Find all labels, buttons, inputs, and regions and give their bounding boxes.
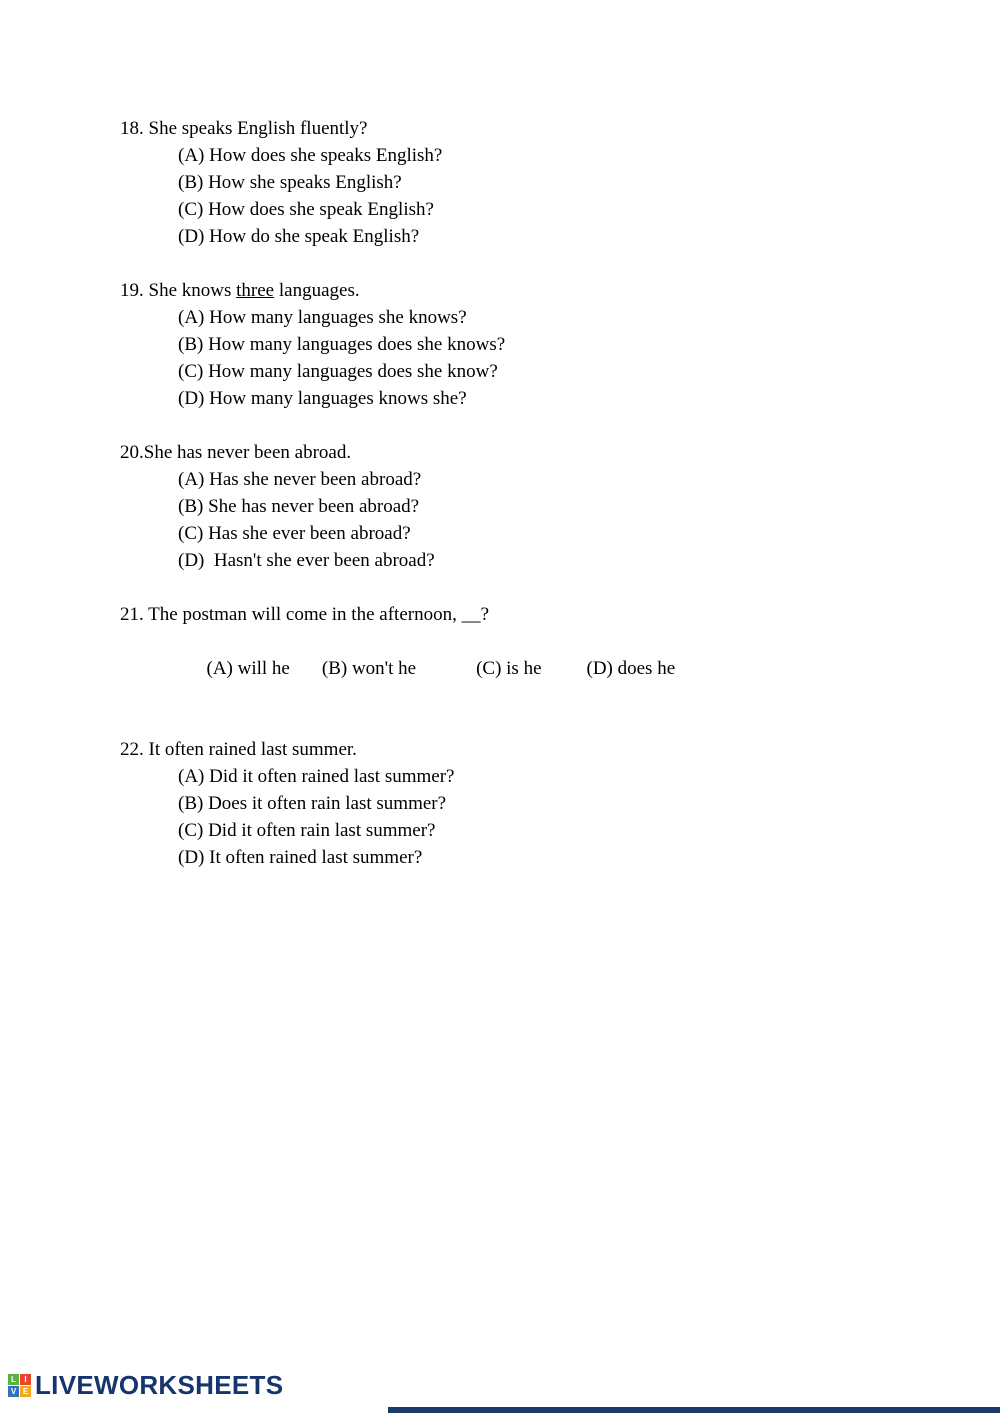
option-d[interactable]: (D) It often rained last summer? bbox=[178, 847, 423, 868]
option-b[interactable]: (B) won't he bbox=[321, 658, 417, 679]
option-a[interactable]: (A) Did it often rained last summer? bbox=[178, 766, 455, 787]
question-20 bbox=[120, 439, 940, 574]
question-stem bbox=[120, 736, 940, 763]
option-d[interactable]: (D) does he bbox=[586, 658, 676, 679]
question-stem bbox=[120, 277, 940, 304]
logo-square-v: V bbox=[8, 1386, 19, 1397]
option-c[interactable]: (C) Did it often rain last summer? bbox=[178, 820, 436, 841]
option-d[interactable]: (D) How do she speak English? bbox=[178, 226, 420, 247]
logo-square-e: E bbox=[20, 1386, 31, 1397]
question-number: 20. bbox=[120, 442, 144, 463]
question-stem-text: The postman will come in the afternoon, __? bbox=[143, 604, 490, 625]
question-stem-text: It often rained last summer. bbox=[143, 739, 357, 760]
option-a[interactable]: (A) How does she speaks English? bbox=[178, 145, 443, 166]
question-stem bbox=[120, 115, 940, 142]
options-list bbox=[178, 304, 940, 412]
option-d[interactable]: (D) Hasn't she ever been abroad? bbox=[178, 550, 435, 571]
option-a[interactable]: (A) How many languages she knows? bbox=[178, 307, 467, 328]
option-a[interactable]: (A) Has she never been abroad? bbox=[178, 469, 422, 490]
options-inline-row bbox=[178, 628, 940, 709]
question-number: 19. bbox=[120, 280, 144, 301]
question-stem bbox=[120, 601, 940, 628]
liveworksheets-wordmark[interactable]: LIVEWORKSHEETS bbox=[35, 1370, 284, 1400]
question-stem-text: languages. bbox=[274, 280, 360, 301]
options-list bbox=[178, 763, 940, 871]
options-list bbox=[178, 466, 940, 574]
option-d[interactable]: (D) How many languages knows she? bbox=[178, 388, 467, 409]
option-b[interactable]: (B) She has never been abroad? bbox=[178, 496, 420, 517]
question-19 bbox=[120, 277, 940, 412]
question-number: 21. bbox=[120, 604, 144, 625]
option-c[interactable]: (C) is he bbox=[476, 658, 542, 679]
liveworksheets-logo-icon bbox=[8, 1374, 31, 1397]
question-stem-text: She knows bbox=[143, 280, 237, 301]
option-c[interactable]: (C) Has she ever been abroad? bbox=[178, 523, 411, 544]
liveworksheets-footer bbox=[8, 1370, 283, 1401]
question-number: 22. bbox=[120, 739, 144, 760]
question-stem-text: She has never been abroad. bbox=[143, 442, 352, 463]
option-b[interactable]: (B) How many languages does she knows? bbox=[178, 334, 506, 355]
option-a[interactable]: (A) will he bbox=[206, 658, 290, 679]
option-c[interactable]: (C) How does she speak English? bbox=[178, 199, 434, 220]
underlined-word: three bbox=[236, 280, 275, 301]
worksheet-page bbox=[120, 115, 940, 898]
question-stem bbox=[120, 439, 940, 466]
question-number: 18. bbox=[120, 118, 144, 139]
option-b[interactable]: (B) How she speaks English? bbox=[178, 172, 402, 193]
question-22 bbox=[120, 736, 940, 871]
question-21 bbox=[120, 601, 940, 709]
option-b[interactable]: (B) Does it often rain last summer? bbox=[178, 793, 447, 814]
bottom-bar bbox=[388, 1407, 1000, 1413]
logo-square-l: L bbox=[8, 1374, 19, 1385]
question-18 bbox=[120, 115, 940, 250]
question-stem-text: She speaks English fluently? bbox=[143, 118, 368, 139]
options-list bbox=[178, 142, 940, 250]
logo-square-i: I bbox=[20, 1374, 31, 1385]
option-c[interactable]: (C) How many languages does she know? bbox=[178, 361, 498, 382]
